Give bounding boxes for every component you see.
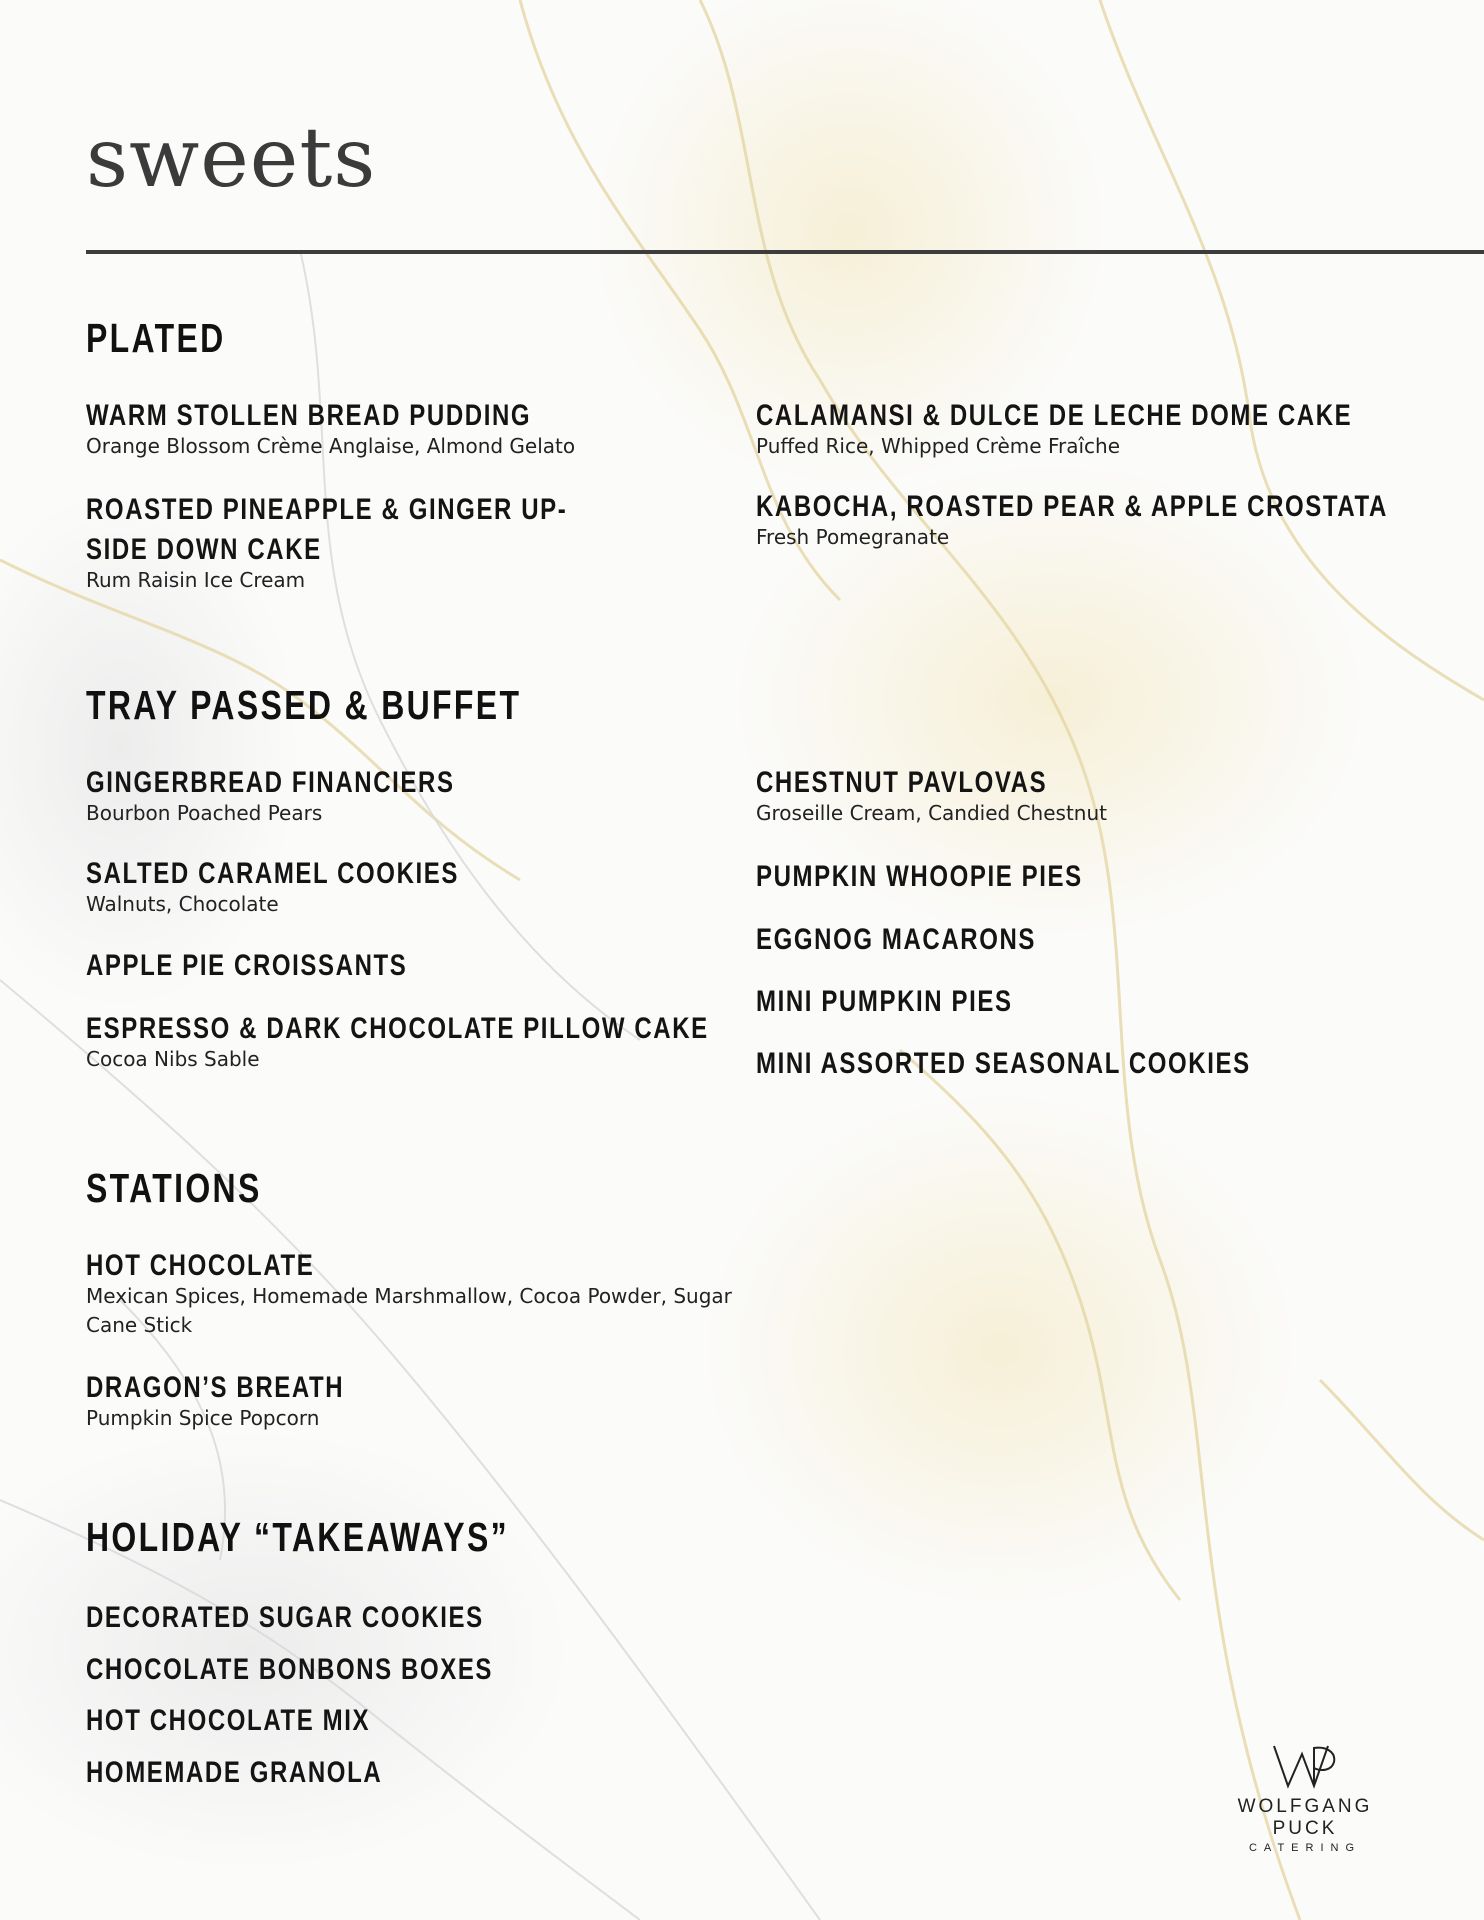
item-name: EGGNOG MACARONS [756,923,1037,956]
item-description: Cocoa Nibs Sable [86,1047,260,1071]
menu-item [756,857,1396,897]
item-name: ROASTED PINEAPPLE & GINGER UP-SIDE DOWN CAKE [86,493,568,566]
item-description: Rum Raisin Ice Cream [86,568,306,592]
menu-item [756,487,1396,552]
page-title: sweets [86,111,377,206]
menu-item [756,763,1396,828]
item-description: Fresh Pomegranate [756,525,950,549]
section-heading-takeaways: HOLIDAY “TAKEAWAYS” [86,1514,509,1560]
item-description: Groseille Cream, Candied Chestnut [756,801,1107,825]
item-name: WARM STOLLEN BREAD PUDDING [86,399,532,432]
menu-item [86,946,726,986]
menu-item [756,1044,1396,1084]
menu-item [86,854,726,919]
item-name: ESPRESSO & DARK CHOCOLATE PILLOW CAKE [86,1012,709,1045]
item-name: HOT CHOCOLATE [86,1249,315,1282]
item-description: Bourbon Poached Pears [86,801,323,825]
item-description: Orange Blossom Crème Anglaise, Almond Gelato [86,434,576,458]
item-name: MINI ASSORTED SEASONAL COOKIES [756,1047,1251,1080]
menu-item [756,982,1396,1022]
item-name: SALTED CARAMEL COOKIES [86,857,459,890]
item-description: Walnuts, Chocolate [86,892,279,916]
menu-item [86,1650,726,1690]
section-heading-stations: STATIONS [86,1165,262,1211]
menu-item [86,1598,726,1638]
item-description: Pumpkin Spice Popcorn [86,1406,320,1430]
item-name: KABOCHA, ROASTED PEAR & APPLE CROSTATA [756,490,1388,523]
menu-item [756,920,1396,960]
title-divider [86,250,1484,254]
wolfgang-puck-logo [1205,1740,1405,1854]
item-name: GINGERBREAD FINANCIERS [86,766,455,799]
menu-item [756,396,1396,461]
item-name: PUMPKIN WHOOPIE PIES [756,860,1083,893]
section-heading-tray-passed: TRAY PASSED & BUFFET [86,682,522,728]
item-name: MINI PUMPKIN PIES [756,985,1013,1018]
item-name: HOT CHOCOLATE MIX [86,1704,371,1737]
item-name: CALAMANSI & DULCE DE LECHE DOME CAKE [756,399,1353,432]
logo-wordmark: WOLFGANG PUCK [1237,1796,1373,1839]
item-name: DECORATED SUGAR COOKIES [86,1601,484,1634]
item-name: HOMEMADE GRANOLA [86,1756,383,1789]
menu-item [86,1368,726,1433]
item-name: DRAGON’S BREATH [86,1371,345,1404]
wp-monogram-icon [1270,1740,1340,1792]
menu-item [86,1246,736,1340]
item-description: Puffed Rice, Whipped Crème Fraîche [756,434,1121,458]
menu-item [86,396,726,461]
item-name: APPLE PIE CROISSANTS [86,949,408,982]
menu-item [86,1701,726,1741]
item-description: Mexican Spices, Homemade Marshmallow, Cocoa Powder, Sugar Cane Stick [86,1284,732,1337]
logo-subtitle: CATERING [1248,1842,1362,1854]
menu-item [86,1753,726,1793]
section-heading-plated: PLATED [86,315,226,361]
item-name: CHESTNUT PAVLOVAS [756,766,1048,799]
menu-item [86,1009,726,1074]
menu-item [86,490,726,595]
item-name: CHOCOLATE BONBONS BOXES [86,1653,494,1686]
menu-item [86,763,726,828]
